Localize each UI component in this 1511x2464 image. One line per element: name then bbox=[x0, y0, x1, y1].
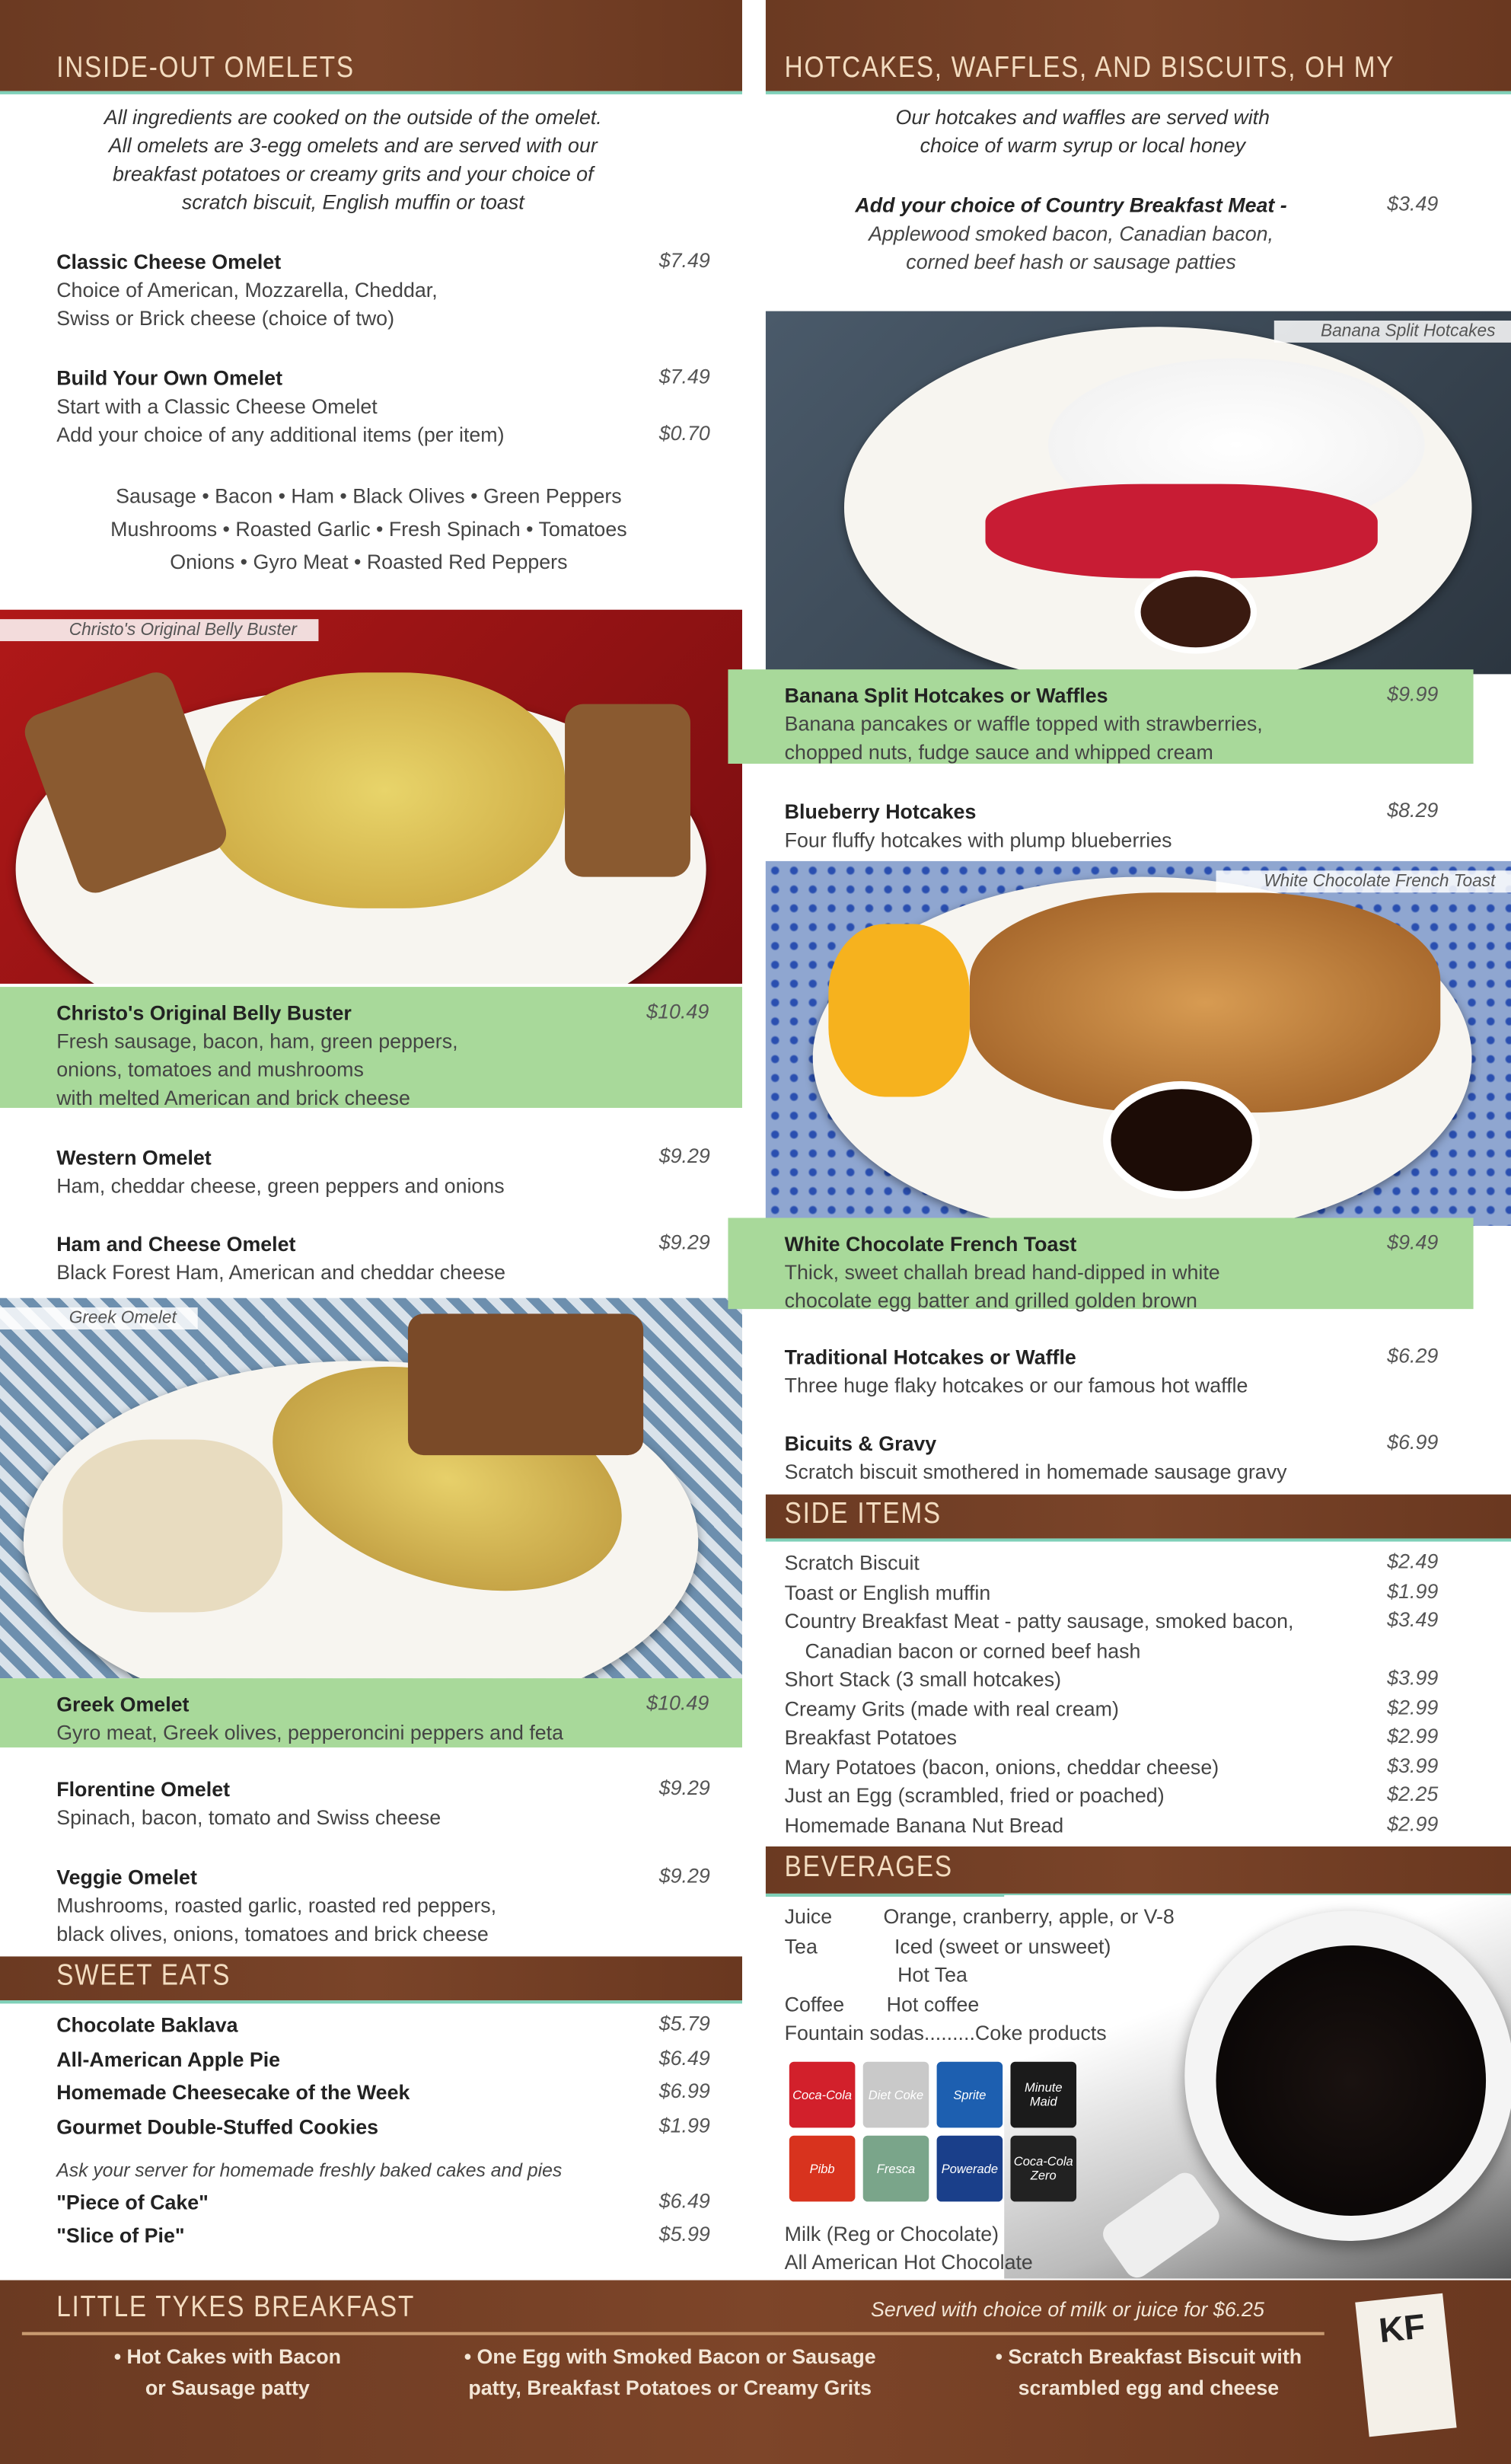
florentine-item bbox=[56, 1776, 441, 1832]
side-item-price: $2.25 bbox=[1387, 1782, 1439, 1806]
kids-line: • Scratch Breakfast Biscuit with bbox=[995, 2344, 1302, 2369]
item-price: $8.29 bbox=[1387, 798, 1439, 822]
item-description: black olives, onions, tomatoes and brick cheese bbox=[56, 1922, 489, 1945]
soda-logo-minute-maid: Minute Maid bbox=[1010, 2062, 1076, 2128]
intro-line: breakfast potatoes or creamy grits and your choice of bbox=[112, 161, 594, 186]
soda-logo-coca-cola: Coca-Cola bbox=[789, 2062, 856, 2128]
kids-item bbox=[427, 2341, 913, 2405]
item-price: $6.99 bbox=[1387, 1430, 1439, 1454]
side-item-name: Country Breakfast Meat - patty sausage, smoked bacon, bbox=[784, 1609, 1294, 1633]
item-price: $9.29 bbox=[658, 1230, 710, 1254]
item-description: chopped nuts, fudge sauce and whipped cream bbox=[784, 740, 1213, 764]
western-item bbox=[56, 1144, 504, 1200]
sweet-item-price: $5.79 bbox=[658, 2011, 710, 2035]
item-name: Traditional Hotcakes or Waffle bbox=[784, 1345, 1076, 1369]
omelet-food bbox=[204, 672, 565, 908]
side-item-price: $3.99 bbox=[1387, 1753, 1439, 1777]
cup-handle bbox=[1098, 2168, 1224, 2282]
beverage-label: Juice bbox=[784, 1904, 833, 1929]
intro-line: scratch biscuit, English muffin or toast bbox=[181, 190, 524, 214]
beverage-value: Hot coffee bbox=[886, 1991, 980, 2016]
soda-logo-coca-cola-zero: Coca-Cola Zero bbox=[1010, 2136, 1076, 2202]
french-toast bbox=[970, 892, 1440, 1112]
kids-line: scrambled egg and cheese bbox=[1018, 2376, 1280, 2400]
kids-item bbox=[976, 2341, 1321, 2405]
side-item-price: $2.99 bbox=[1387, 1723, 1439, 1747]
sweet-item-name: All-American Apple Pie bbox=[56, 2047, 281, 2071]
frenchtoast-item bbox=[785, 1230, 1220, 1315]
sweet-item-price: $1.99 bbox=[658, 2112, 710, 2137]
fudge-cup bbox=[1134, 570, 1257, 653]
item-description: Add your choice of any additional items (per item) bbox=[56, 423, 505, 447]
addon-price: $0.70 bbox=[658, 421, 710, 445]
coffee bbox=[1216, 1945, 1487, 2216]
intro-line: choice of warm syrup or local honey bbox=[920, 133, 1246, 158]
side-item-price: $1.99 bbox=[1387, 1578, 1439, 1603]
sweet-item-name: "Piece of Cake" bbox=[56, 2190, 209, 2214]
build-item bbox=[56, 365, 504, 449]
item-name: Build Your Own Omelet bbox=[56, 365, 283, 390]
blueberry-item bbox=[785, 798, 1172, 854]
hot-chocolate: All American Hot Chocolate bbox=[784, 2250, 1033, 2274]
soda-logo-diet-coke: Diet Coke bbox=[863, 2062, 929, 2128]
item-description: Choice of American, Mozzarella, Cheddar, bbox=[56, 278, 438, 302]
item-description: onions, tomatoes and mushrooms bbox=[56, 1057, 364, 1081]
item-description: Black Forest Ham, American and cheddar cheese bbox=[56, 1260, 506, 1285]
item-name: Greek Omelet bbox=[56, 1692, 190, 1716]
item-name: Add your choice of Country Breakfast Meat - bbox=[855, 193, 1287, 217]
item-name: Ham and Cheese Omelet bbox=[56, 1232, 296, 1256]
side-item-price: $3.49 bbox=[1387, 1607, 1439, 1632]
side-item-name: Just an Egg (scrambled, fried or poached) bbox=[784, 1783, 1165, 1808]
photo-caption: White Chocolate French Toast bbox=[1216, 870, 1511, 892]
belly-item bbox=[56, 1000, 457, 1113]
soda-logo-pibb: Pibb bbox=[789, 2136, 856, 2202]
soda-logo-sprite: Sprite bbox=[937, 2062, 1003, 2128]
toast bbox=[565, 704, 690, 877]
soda-logo-powerade: Powerade bbox=[937, 2136, 1003, 2202]
kids-title: LITTLE TYKES BREAKFAST bbox=[56, 2291, 416, 2325]
oranges bbox=[828, 924, 970, 1097]
hamcheese-item bbox=[56, 1230, 505, 1287]
greek-item bbox=[56, 1691, 563, 1747]
sweet-item-price: $6.99 bbox=[658, 2079, 710, 2103]
fountain-sodas: Fountain sodas.........Coke products bbox=[784, 2021, 1107, 2045]
item-price: $9.29 bbox=[658, 1776, 710, 1800]
options-line: Mushrooms • Roasted Garlic • Fresh Spinach • Tomatoes bbox=[110, 516, 627, 541]
item-name: Christo's Original Belly Buster bbox=[56, 1001, 352, 1025]
beverage-label: Coffee bbox=[784, 1991, 845, 2016]
options-line: Onions • Gyro Meat • Roasted Red Peppers bbox=[170, 550, 568, 574]
side-items-title: SIDE ITEMS bbox=[784, 1497, 942, 1531]
item-name: Banana Split Hotcakes or Waffles bbox=[784, 683, 1108, 707]
side-item-name: Homemade Banana Nut Bread bbox=[784, 1812, 1064, 1837]
biscuits-item bbox=[785, 1430, 1287, 1486]
side-item-price: $2.99 bbox=[1387, 1811, 1439, 1835]
item-price: $6.29 bbox=[1387, 1343, 1439, 1368]
greek-omelet-photo bbox=[0, 1298, 742, 1678]
side-item-name: Canadian bacon or corned beef hash bbox=[805, 1638, 1141, 1662]
item-description: Swiss or Brick cheese (choice of two) bbox=[56, 306, 394, 330]
side-item-name: Short Stack (3 small hotcakes) bbox=[784, 1667, 1062, 1691]
banana-split-photo bbox=[766, 311, 1511, 675]
milk: Milk (Reg or Chocolate) bbox=[784, 2222, 999, 2246]
item-name: Florentine Omelet bbox=[56, 1777, 231, 1802]
syrup-cup bbox=[1103, 1081, 1260, 1199]
hotcakes-title: HOTCAKES, WAFFLES, AND BISCUITS, OH MY bbox=[784, 52, 1395, 85]
beverage-value: Iced (sweet or unsweet) bbox=[894, 1933, 1111, 1958]
item-name: Western Omelet bbox=[56, 1145, 212, 1170]
item-price: $7.49 bbox=[658, 364, 710, 388]
item-price: $3.49 bbox=[1387, 191, 1439, 215]
potatoes bbox=[62, 1439, 282, 1612]
item-description: Start with a Classic Cheese Omelet bbox=[56, 394, 378, 418]
side-item-price: $3.99 bbox=[1387, 1665, 1439, 1690]
photo-caption: Greek Omelet bbox=[0, 1307, 199, 1329]
kf-logo bbox=[1355, 2293, 1456, 2437]
item-price: $9.99 bbox=[1387, 681, 1439, 706]
kids-note: Served with choice of milk or juice for $6.25 bbox=[871, 2297, 1264, 2322]
item-name: Veggie Omelet bbox=[56, 1865, 197, 1889]
side-item-name: Creamy Grits (made with real cream) bbox=[784, 1696, 1119, 1720]
item-description: Ham, cheddar cheese, green peppers and onions bbox=[56, 1173, 505, 1198]
sweet-item-price: $6.49 bbox=[658, 2188, 710, 2213]
item-name: Classic Cheese Omelet bbox=[56, 250, 282, 274]
kids-line: or Sausage patty bbox=[145, 2376, 310, 2400]
item-price: $9.29 bbox=[658, 1863, 710, 1888]
veggie-item bbox=[56, 1864, 496, 1949]
intro-line: All omelets are 3-egg omelets and are served with our bbox=[108, 133, 598, 158]
photo-caption: Banana Split Hotcakes bbox=[1274, 321, 1511, 343]
item-name: Blueberry Hotcakes bbox=[784, 800, 977, 824]
item-description: with melted American and brick cheese bbox=[56, 1086, 410, 1110]
item-price: $9.29 bbox=[658, 1144, 710, 1168]
kids-line: • Hot Cakes with Bacon bbox=[113, 2344, 342, 2369]
beverages-title: BEVERAGES bbox=[784, 1851, 953, 1885]
item-name: Bicuits & Gravy bbox=[784, 1431, 937, 1456]
sweet-item-price: $6.49 bbox=[658, 2045, 710, 2069]
item-description: Thick, sweet challah bread hand-dipped in white bbox=[784, 1260, 1220, 1285]
omelet-options bbox=[47, 479, 690, 578]
omelets-title: INSIDE-OUT OMELETS bbox=[56, 52, 355, 85]
side-item-name: Breakfast Potatoes bbox=[784, 1725, 958, 1750]
belly-buster-photo bbox=[0, 610, 742, 984]
french-toast-photo bbox=[766, 861, 1511, 1226]
side-item-name: Mary Potatoes (bacon, onions, cheddar cheese) bbox=[784, 1754, 1219, 1779]
strawberries bbox=[985, 484, 1377, 579]
beverage-value: Orange, cranberry, apple, or V-8 bbox=[883, 1904, 1175, 1929]
item-description: Spinach, bacon, tomato and Swiss cheese bbox=[56, 1805, 442, 1830]
sweet-item-name: "Slice of Pie" bbox=[56, 2223, 185, 2248]
side-item-name: Toast or English muffin bbox=[784, 1580, 991, 1604]
item-description: Mushrooms, roasted garlic, roasted red peppers, bbox=[56, 1893, 497, 1917]
item-description: corned beef hash or sausage patties bbox=[906, 250, 1236, 274]
banana-item bbox=[785, 682, 1263, 767]
item-description: Fresh sausage, bacon, ham, green peppers, bbox=[56, 1029, 458, 1053]
sweet-item-price: $5.99 bbox=[658, 2222, 710, 2246]
item-description: chocolate egg batter and grilled golden brown bbox=[784, 1288, 1197, 1313]
item-description: Applewood smoked bacon, Canadian bacon, bbox=[869, 221, 1274, 245]
item-description: Banana pancakes or waffle topped with strawberries, bbox=[784, 711, 1263, 736]
omelets-intro bbox=[31, 104, 674, 217]
kf-logo-text: KF bbox=[1377, 2306, 1427, 2351]
item-description: Four fluffy hotcakes with plump blueberries bbox=[784, 828, 1172, 852]
sweet-item-name: Homemade Cheesecake of the Week bbox=[56, 2080, 410, 2105]
hotcakes-intro bbox=[816, 104, 1350, 160]
kids-item bbox=[78, 2341, 377, 2405]
intro-line: Our hotcakes and waffles are served with bbox=[895, 105, 1270, 129]
item-description: Gyro meat, Greek olives, pepperoncini peppers and feta bbox=[56, 1720, 564, 1744]
kids-line: • One Egg with Smoked Bacon or Sausage bbox=[464, 2344, 876, 2369]
meat-item bbox=[855, 192, 1286, 276]
toast bbox=[408, 1313, 643, 1455]
beverage-value: Hot Tea bbox=[897, 1962, 967, 1987]
sweet-item-name: Gourmet Double-Stuffed Cookies bbox=[56, 2114, 379, 2138]
kids-line: patty, Breakfast Potatoes or Creamy Grits bbox=[468, 2376, 872, 2400]
item-price: $10.49 bbox=[646, 999, 709, 1023]
item-price: $10.49 bbox=[646, 1690, 709, 1715]
item-price: $9.49 bbox=[1387, 1230, 1439, 1254]
intro-line: All ingredients are cooked on the outside of the omelet. bbox=[104, 105, 602, 129]
sweet-eats-title: SWEET EATS bbox=[56, 1959, 231, 1993]
photo-caption: Christo's Original Belly Buster bbox=[0, 619, 319, 641]
options-line: Sausage • Bacon • Ham • Black Olives • Green Peppers bbox=[116, 484, 622, 508]
divider bbox=[22, 2332, 1325, 2335]
item-price: $7.49 bbox=[658, 248, 710, 273]
sweet-item-name: Chocolate Baklava bbox=[56, 2012, 238, 2037]
side-item-name: Scratch Biscuit bbox=[784, 1550, 920, 1575]
sweets-note: Ask your server for homemade freshly baked cakes and pies bbox=[56, 2159, 563, 2182]
item-description: Three huge flaky hotcakes or our famous hot waffle bbox=[784, 1373, 1248, 1397]
item-description: Scratch biscuit smothered in homemade sausage gravy bbox=[784, 1460, 1287, 1484]
side-item-price: $2.99 bbox=[1387, 1694, 1439, 1719]
soda-logo-fresca: Fresca bbox=[863, 2136, 929, 2202]
item-name: White Chocolate French Toast bbox=[784, 1232, 1077, 1256]
beverage-label: Tea bbox=[784, 1933, 818, 1958]
side-item-price: $2.49 bbox=[1387, 1549, 1439, 1573]
traditional-item bbox=[785, 1344, 1248, 1400]
classic-item bbox=[56, 248, 437, 333]
